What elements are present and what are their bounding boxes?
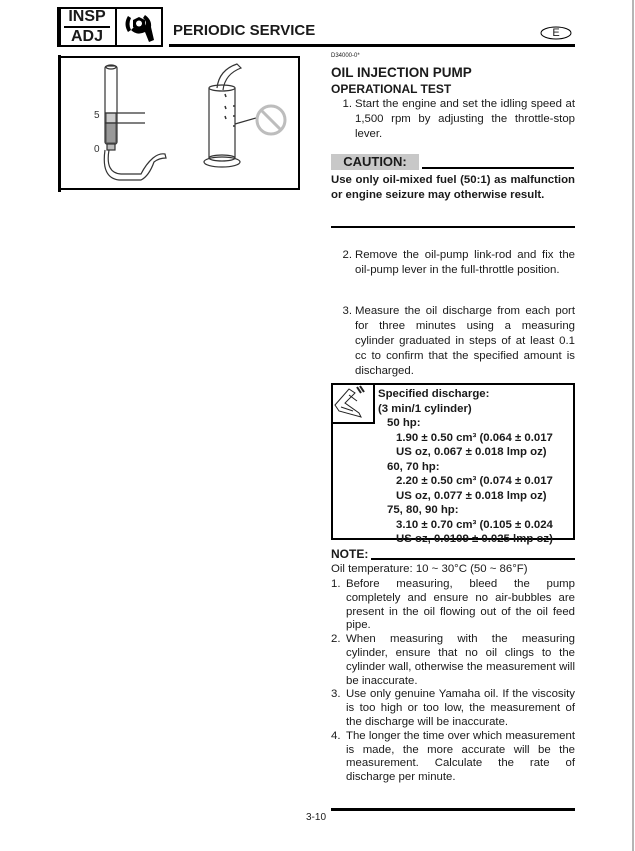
header-rule	[169, 44, 575, 47]
note-item	[331, 633, 575, 688]
caliper-icon-box	[331, 383, 375, 424]
page-number: 3-10	[306, 812, 327, 823]
spec-model: 60, 70 hp:	[387, 460, 440, 473]
scale-label-bottom: 0	[94, 144, 100, 155]
caliper-icon	[331, 383, 371, 420]
note-item	[331, 578, 575, 633]
caution-rule	[422, 167, 574, 169]
note-number: 4.	[331, 729, 341, 742]
badge-insp: INSP	[68, 8, 106, 26]
bottom-rule	[331, 808, 575, 811]
note-temperature: Oil temperature: 10 ~ 30°C (50 ~ 86°F)	[331, 563, 528, 575]
note-number: 3.	[331, 688, 341, 701]
note-rule	[371, 558, 575, 560]
note-text: The longer the time over which measurement is made, the more accurate will be the measurement. Calculate the rate of discharge per minute.	[346, 729, 575, 784]
sub-heading: OPERATIONAL TEST	[331, 82, 452, 96]
page-heading: OIL INJECTION PUMP	[331, 65, 472, 80]
spec-model: 75, 80, 90 hp:	[387, 504, 459, 516]
illustration-figure	[59, 56, 300, 190]
step-text: Measure the oil discharge from each port for three minutes using a measuring cylinder graduated in steps of at least 0.1 cc to confirm that the specified amount is discharged.	[355, 305, 575, 377]
note-number: 2.	[331, 633, 341, 646]
spec-value: US oz, 0.067 ± 0.018 lmp oz)	[396, 446, 547, 458]
scale-label-top: 5	[94, 110, 100, 121]
specification-text	[378, 387, 573, 547]
oil-measurement-illustration	[61, 58, 298, 188]
caution-end-rule	[331, 226, 575, 228]
spec-value: 3.10 ± 0.70 cm³ (0.105 ± 0.024	[396, 518, 553, 531]
prohibited-sign	[257, 106, 285, 134]
step-number: 2.	[342, 249, 352, 261]
note-item	[331, 730, 575, 785]
language-badge	[540, 26, 572, 40]
language-badge-text: E	[552, 27, 560, 39]
note-list	[331, 578, 575, 785]
section-title: PERIODIC SERVICE	[173, 22, 316, 39]
note-label: NOTE:	[331, 547, 369, 561]
spec-title: Specified discharge:	[378, 388, 490, 400]
wrench-nut-icon	[121, 10, 157, 44]
spec-value: US oz, 0.077 ± 0.018 lmp oz)	[396, 489, 547, 502]
badge-adj: ADJ	[70, 27, 103, 45]
spec-model: 50 hp:	[387, 417, 421, 429]
step-text: Remove the oil-pump link-rod and fix the oil-pump lever in the full-throttle position.	[355, 249, 575, 276]
step-item	[331, 97, 575, 142]
step-number: 1.	[342, 98, 352, 110]
spec-value: 1.90 ± 0.50 cm³ (0.064 ± 0.017	[396, 431, 553, 444]
note-number: 1.	[331, 578, 341, 590]
note-text: When measuring with the measuring cylinder, ensure that no oil clings to the cylinder wall, otherwise the measurement will be inaccurate.	[346, 633, 575, 687]
step-item	[331, 304, 575, 379]
spec-condition: (3 min/1 cylinder)	[378, 402, 472, 415]
step-item	[331, 248, 575, 278]
note-text: Before measuring, bleed the pump completely and ensure no air-bubbles are present in the oil flowing out of the oil feed pipe.	[346, 578, 575, 632]
insp-adj-badge	[57, 7, 163, 47]
graduated-cylinder-gauge	[104, 65, 166, 180]
page-edge-scrollbar	[632, 0, 634, 851]
note-text: Use only genuine Yamaha oil. If the viscosity is too high or too low, the measurement of the discharge will be inaccurate.	[346, 688, 575, 728]
caution-label: CAUTION:	[331, 154, 419, 170]
note-item	[331, 688, 575, 729]
step-number: 3.	[342, 305, 352, 317]
document-code: D34000-0*	[331, 53, 360, 59]
caution-text: Use only oil-mixed fuel (50:1) as malfunction or engine seizure may otherwise result.	[331, 174, 575, 201]
step-text: Start the engine and set the idling speed at 1,500 rpm by adjusting the throttle-stop lever.	[355, 98, 575, 140]
spec-value: 2.20 ± 0.50 cm³ (0.074 ± 0.017	[396, 475, 553, 487]
measuring-cylinder	[204, 64, 256, 167]
spec-value: US oz, 0.0109 ± 0.025 lmp oz)	[396, 533, 553, 545]
